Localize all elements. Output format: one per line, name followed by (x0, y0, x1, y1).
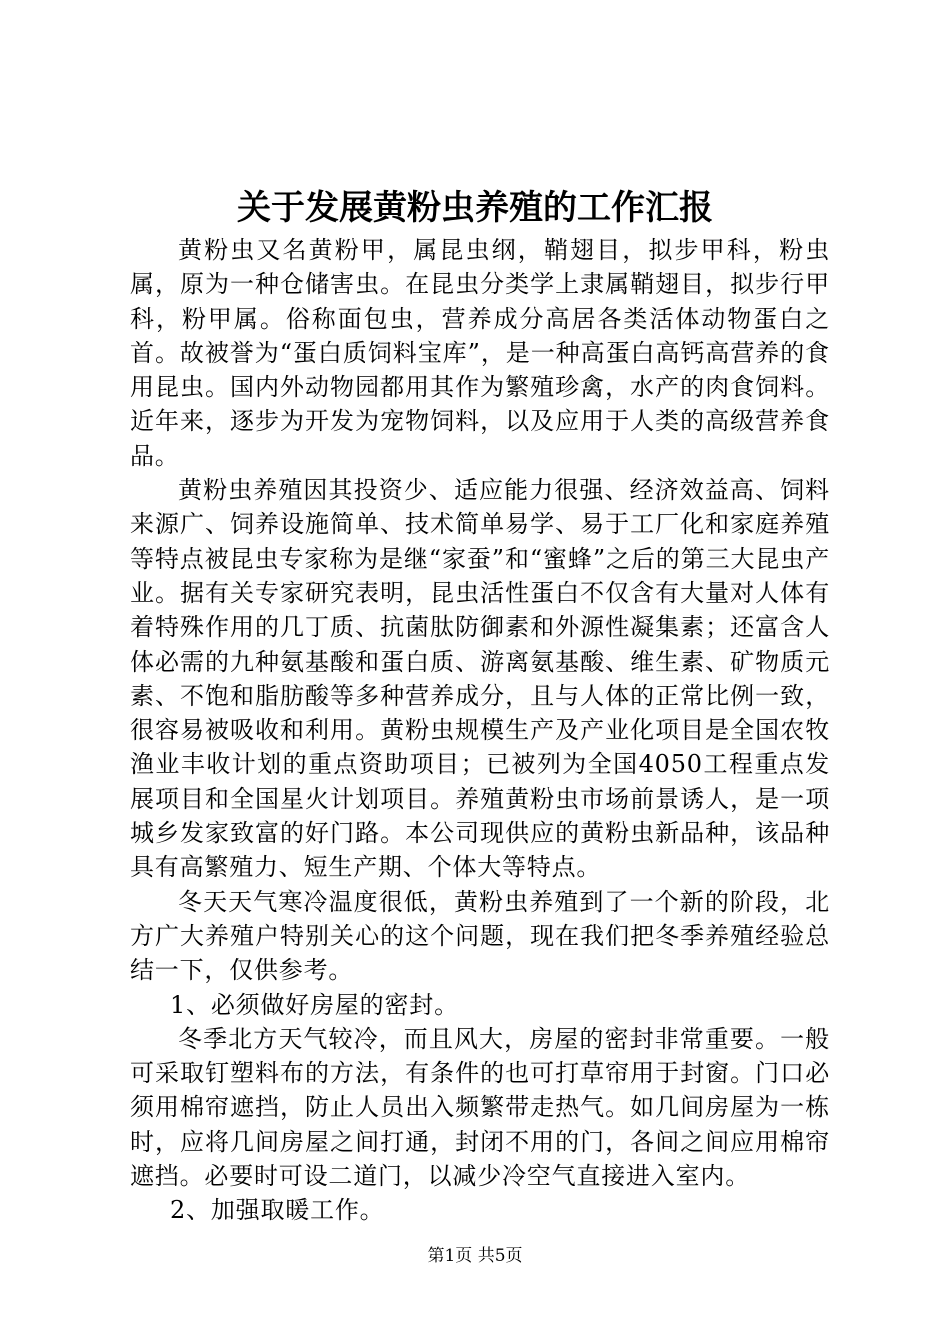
paragraph-winter: 冬天天气寒冷温度很低，黄粉虫养殖到了一个新的阶段，北方广大养殖户特别关心的这个问题，现在我们把冬季养殖经验总结一下，仅供参考。 (130, 887, 830, 985)
paragraph-industry: 黄粉虫养殖因其投资少、适应能力很强、经济效益高、饲料来源广、饲养设施简单、技术简单易学、易于工厂化和家庭养殖等特点被昆虫专家称为是继“家蚕”和“蜜蜂”之后的第三大昆虫产业。据有关专家研究表明，昆虫活性蛋白不仅含有大量对人体有着特殊作用的几丁质、抗菌肽防御素和外源性凝集素；还富含人体必需的九种氨基酸和蛋白质、游离氨基酸、维生素、矿物质元素、不饱和脂肪酸等多种营养成分，且与人体的正常比例一致，很容易被吸收和利用。黄粉虫规模生产及产业化项目是全国农牧渔业丰收计划的重点资助项目；已被列为全国4050工程重点发展项目和全国星火计划项目。养殖黄粉虫市场前景诱人，是一项城乡发家致富的好门路。本公司现供应的黄粉虫新品种，该品种具有高繁殖力、短生产期、个体大等特点。 (130, 476, 830, 882)
paragraph-sealing: 冬季北方天气较冷，而且风大，房屋的密封非常重要。一般可采取钉塑料布的方法，有条件的也可打草帘用于封窗。门口必须用棉帘遮挡，防止人员出入频繁带走热气。如几间房屋为一栋时，应将几间房屋之间打通，封闭不用的门，各间之间应用棉帘遮挡。必要时可设二道门，以减少冷空气直接进入室内。 (130, 1024, 830, 1191)
document-title: 关于发展黄粉虫养殖的工作汇报 (237, 188, 713, 228)
paragraph-intro: 黄粉虫又名黄粉甲，属昆虫纲，鞘翅目，拟步甲科，粉虫属，原为一种仓储害虫。在昆虫分类学上隶属鞘翅目，拟步行甲科，粉甲属。俗称面包虫，营养成分高居各类活体动物蛋白之首。故被誉为“蛋白质饲料宝库”，是一种高蛋白高钙高营养的食用昆虫。国内外动物园都用其作为繁殖珍禽，水产的肉食饲料。近年来，逐步为开发为宠物饲料，以及应用于人类的高级营养食品。 (130, 236, 830, 470)
document-body (130, 233, 830, 1228)
section-heading-sealing: 1、必须做好房屋的密封。 (170, 990, 459, 1019)
section-heading-heating: 2、加强取暖工作。 (170, 1196, 385, 1225)
page-number-footer: 第1页 共5页 (427, 1246, 523, 1266)
